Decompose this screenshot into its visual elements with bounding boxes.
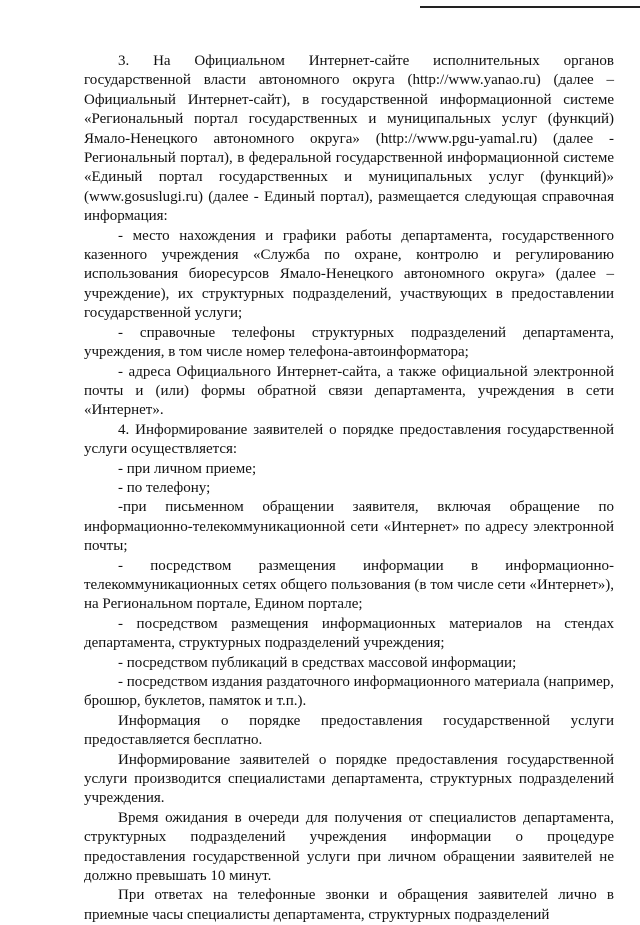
list-item-addresses: - адреса Официального Интернет-сайта, а также официальной электронной почты и (или) формы обратной связи департамента, учреждения в сети «Интернет». — [84, 363, 614, 419]
list-item-network: - посредством размещения информации в информационно-телекоммуникационных сетях общего пользования (в том числе сети «Интернет»), на Региональном портале, Едином портале; — [84, 557, 614, 613]
list-item-personal: - при личном приеме; — [118, 460, 257, 477]
document-page — [84, 52, 614, 925]
list-item-phones: - справочные телефоны структурных подразделений департамента, учреждения, в том числе номер телефона-автоинформатора; — [84, 324, 614, 361]
paragraph-free: Информация о порядке предоставления государственной услуги предоставляется бесплатно. — [84, 712, 614, 749]
list-item-phone: - по телефону; — [118, 479, 211, 496]
paragraph-answers: При ответах на телефонные звонки и обращения заявителей лично в приемные часы специалисты департамента, структурных подразделений — [84, 887, 614, 923]
paragraph-item-3: 3. На Официальном Интернет-сайте исполнительных органов государственной власти автономного округа (http://www.yanao.ru) (далее – Официальный Интернет-сайт), в государственной информационной системе «Региональный портал государственных и муниципальных услуг (функций) Ямало-Ненецкого автономного округа» (http://www.pgu-yamal.ru) (далее - Региональный портал), в федеральной государственной информационной системе «Единый портал государственных и муниципальных услуг (функций)» (www.gosuslugi.ru) (далее - Единый портал), размещается следующая справочная информация: — [84, 53, 614, 225]
top-border-line — [420, 6, 640, 8]
paragraph-item-4: 4. Информирование заявителей о порядке предоставления государственной услуги осуществляется: — [84, 421, 614, 458]
list-item-stands: - посредством размещения информационных материалов на стендах департамента, структурных подразделений учреждения; — [84, 615, 614, 652]
paragraph-specialists: Информирование заявителей о порядке предоставления государственной услуги производится специалистами департамента, структурных подразделений учреждения. — [84, 751, 614, 807]
list-item-media: - посредством публикаций в средствах массовой информации; — [118, 654, 517, 671]
list-item-location: - место нахождения и графики работы департамента, государственного казенного учреждения «Служба по охране, контролю и регулированию использования биоресурсов Ямало-Ненецкого автономного округа» (далее – учреждение), их структурных подразделений, участвующих в предоставлении государственной услуги; — [84, 227, 614, 322]
list-item-written: -при письменном обращении заявителя, включая обращение по информационно-телекоммуникационной сети «Интернет» по адресу электронной почты; — [84, 499, 614, 555]
list-item-handouts: - посредством издания раздаточного информационного материала (например, брошюр, буклетов, памяток и т.п.). — [84, 674, 614, 710]
paragraph-waiting: Время ожидания в очереди для получения от специалистов департамента, структурных подразделений учреждения информации о процедуре предоставления государственной услуги при личном обращении заявителей не должно превышать 10 минут. — [84, 809, 614, 885]
